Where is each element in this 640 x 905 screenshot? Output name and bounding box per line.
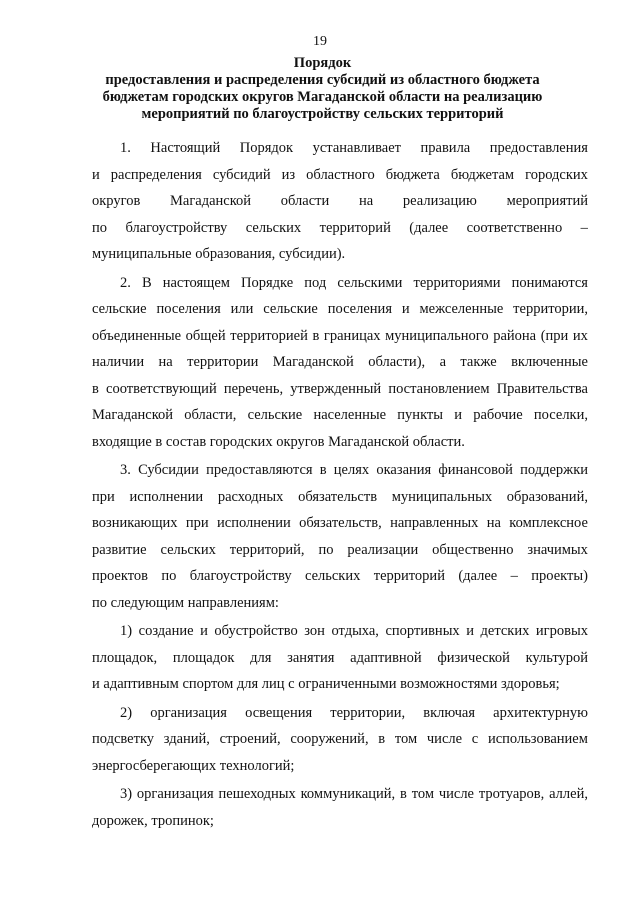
- paragraph: [92, 618, 588, 698]
- paragraph-line: 3) организация пешеходных коммуникаций, в том числе тротуаров, аллей,: [120, 786, 588, 802]
- heading-title: Порядок: [293, 55, 352, 71]
- paragraph-line: и распределения субсидий из областного бюджета бюджетам городских: [92, 166, 588, 183]
- paragraph-line: подсветку зданий, строений, сооружений, в том числе с использованием: [92, 731, 588, 747]
- paragraph-line: муниципальные образования, субсидии).: [92, 246, 346, 262]
- paragraph: [92, 700, 588, 780]
- paragraph-line: 1. Настоящий Порядок устанавливает правила предоставления: [120, 140, 588, 156]
- paragraph-line: 2) организация освещения территории, включая архитектурную: [120, 704, 588, 721]
- paragraph-line: 2. В настоящем Порядке под сельскими территориями понимаются: [120, 274, 588, 291]
- heading-line-3: бюджетам городских округов Магаданской области на реализацию: [102, 89, 543, 105]
- heading-line-2: предоставления и распределения субсидий из областного бюджета: [105, 72, 540, 88]
- paragraph-line: площадок, площадок для занятия адаптивной физической культурой: [92, 649, 588, 666]
- paragraph-line: 3. Субсидии предоставляются в целях оказания финансовой поддержки: [120, 462, 588, 478]
- paragraph-line: дорожек, тропинок;: [92, 812, 214, 829]
- paragraph-line: при исполнении расходных обязательств муниципальных образований,: [92, 488, 588, 505]
- paragraph-line: энергосберегающих технологий;: [92, 757, 295, 774]
- paragraph-line: наличии на территории Магаданской области), а также включенные: [92, 354, 588, 370]
- document-body: [92, 135, 588, 836]
- paragraph-line: Магаданской области, сельские населенные пункты и рабочие поселки,: [92, 407, 588, 423]
- paragraph-line: по благоустройству сельских территорий (далее соответственно –: [92, 219, 588, 236]
- paragraph-line: входящие в состав городских округов Магаданской области.: [92, 433, 465, 450]
- heading-line-4: мероприятий по благоустройству сельских территорий: [141, 106, 504, 122]
- paragraph-line: 1) создание и обустройство зон отдыха, спортивных и детских игровых: [120, 623, 588, 639]
- paragraph-line: возникающих при исполнении обязательств, направленных на комплексное: [92, 515, 588, 531]
- page-number: 19: [313, 34, 327, 49]
- paragraph-line: объединенные общей территорией в границах муниципального района (при их: [92, 327, 588, 344]
- paragraph-line: проектов по благоустройству сельских территорий (далее – проекты): [92, 568, 588, 584]
- paragraph-line: развитие сельских территорий, по реализации общественно значимых: [92, 541, 588, 558]
- paragraph: [92, 781, 588, 834]
- paragraph-line: сельские поселения или сельские поселения и межселенные территории,: [92, 301, 588, 317]
- paragraph-line: в соответствующий перечень, утвержденный постановлением Правительства: [92, 380, 588, 397]
- paragraph-line: и адаптивным спортом для лиц с ограниченными возможностями здоровья;: [92, 676, 560, 692]
- paragraph: [92, 135, 588, 268]
- paragraph: [92, 270, 588, 456]
- paragraph: [92, 457, 588, 616]
- document-heading: [95, 55, 550, 123]
- paragraph-line: по следующим направлениям:: [92, 594, 279, 611]
- paragraph-line: округов Магаданской области на реализацию мероприятий: [92, 193, 588, 209]
